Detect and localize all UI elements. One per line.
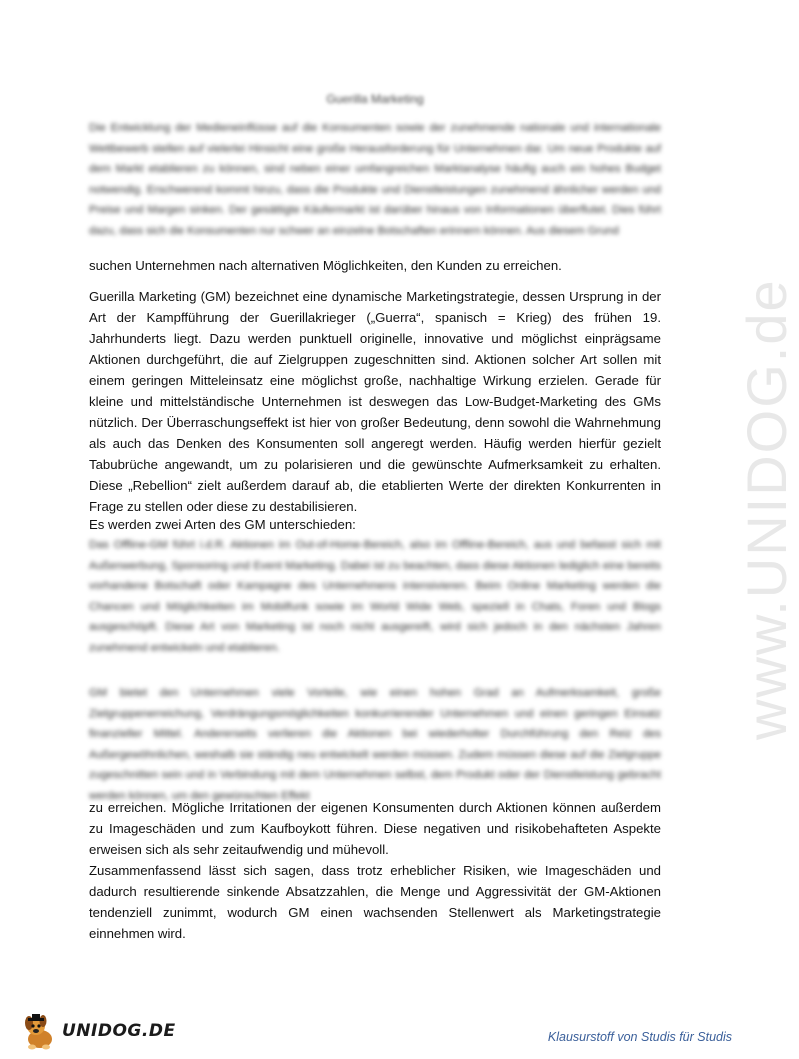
unidog-watermark bbox=[676, 220, 798, 740]
advantages-paragraph-blurred: GM bietet den Unternehmen viele Vorteile, wie einen hohen Grad an Aufmerksamkeit, große Zielgruppenerreichung, Verdrängungsmöglichkeiten konkurrierender Unternehmen und einen geringen Einsatz finanzieller Mittel. Andererseits verlieren die Aktionen bei wiederholter Durchführung den Reiz des Außergewöhnlichen, weshalb sie ständig neu entwickelt werden müssen. Zudem müssen diese auf die Zielgruppe zugeschnitten sein und in Verbindung mit dem Unternehmen selbst, dem Produkt oder der Dienstleistung gebracht werden können, um den gewünschten Effekt bbox=[89, 687, 661, 802]
advantages-paragraph-visible: zu erreichen. Mögliche Irritationen der eigenen Konsumenten durch Aktionen können außerdem zu Imageschäden und zum Kaufboykott führen. Diese negativen und risikobehafteten Aspekte erweisen sich als sehr zeitaufwendig und mühevoll. bbox=[89, 800, 661, 857]
advantages-and-conclusion bbox=[89, 797, 661, 944]
intro-paragraph-visible: suchen Unternehmen nach alternativen Möglichkeiten, den Kunden zu erreichen. bbox=[89, 258, 562, 273]
logo-text: UNIDOG.DE bbox=[62, 1021, 176, 1041]
conclusion-paragraph: Zusammenfassend lässt sich sagen, dass trotz erheblicher Risiken, wie Imageschäden und dadurch resultierende sinkende Absatzzahlen, die Menge und Aggressivität der GM-Aktionen tendenziell zunimmt, wodurch GM einen wachsenden Stellenwert als Marketingstrategie einnehmen wird. bbox=[89, 863, 661, 941]
types-heading: Es werden zwei Arten des GM unterschieden: bbox=[89, 517, 356, 532]
types-paragraph-blurred: Das Offline-GM führt i.d.R. Aktionen im Out-of-Home-Bereich, also im Offline-Bereich, aus und befasst sich mit Außenwerbung, Sponsoring und Event Marketing. Dabei ist zu beachten, dass diese Aktionen lediglich eine bereits vorhandene Botschaft oder Kampagne des Unternehmens intensivieren. Beim Online Marketing werden die Chancen und Möglichkeiten im Mobilfunk sowie im World Wide Web, speziell in Chats, Foren und Blogs ausgeschöpft. Diese Art von Marketing ist noch nicht ausgereift, wird sich jedoch in den nächsten Jahren zunehmend entwickeln und etablieren. bbox=[89, 539, 661, 654]
intro-paragraph-blurred: Die Entwicklung der Medieneinflüsse auf die Konsumenten sowie der zunehmende nationale und internationale Wettbewerb stellen auf vielerlei Hinsicht eine große Herausforderung für Unternehmen dar. Um neue Produkte auf dem Markt etablieren zu können, sind neben einer umfangreichen Marktanalyse häufig auch ein hohes Budget notwendig. Erschwerend kommt hinzu, dass die Produkte und Dienstleistungen zunehmend ähnlicher werden und Preise und Margen sinken. Der gesättigte Käufermarkt ist darüber hinaus von Informationen überflutet. Dies führt dazu, dass sich die Konsumenten nur schwer an einzelne Botschaften erinnern können. Aus diesem Grund bbox=[89, 122, 661, 237]
dog-icon bbox=[22, 1012, 62, 1052]
unidog-logo[interactable] bbox=[22, 1012, 176, 1052]
watermark-text: www.UNIDOG.de bbox=[735, 278, 798, 740]
document-title: Guerilla Marketing bbox=[326, 92, 424, 106]
gm-definition-paragraph: Guerilla Marketing (GM) bezeichnet eine dynamische Marketingstrategie, dessen Ursprung in der Art der Kampfführung der Guerillakrieger („Guerra“, spanisch = Krieg) des frühen 19. Jahrhunderts liegt. Dazu werden punktuell originelle, innovative und möglichst einprägsame Aktionen durchgeführt, die auf Zielgruppen zugeschnitten sind. Aktionen solcher Art sollen mit einem geringen Mitteleinsatz eine möglichst große, nachhaltige Wirkung erzielen. Gerade für kleine und mittelständische Unternehmen ist deswegen das Low-Budget-Marketing des GMs nützlich. Der Überraschungseffekt ist hier von großer Bedeutung, denn sowohl die Wahrnehmung als auch das Denken des Konsumenten soll angeregt werden. Häufig werden hierfür gezielt Tabubrüche angewandt, um zu polarisieren und die gewünschte Aufmerksamkeit zu erhalten. Diese „Rebellion“ zielt außerdem darauf ab, die etablierten Werte der direkten Konkurrenten in Frage zu stellen oder diese zu destabilisieren. bbox=[89, 289, 661, 514]
footer-slogan: Klausurstoff von Studis für Studis bbox=[547, 1030, 732, 1044]
